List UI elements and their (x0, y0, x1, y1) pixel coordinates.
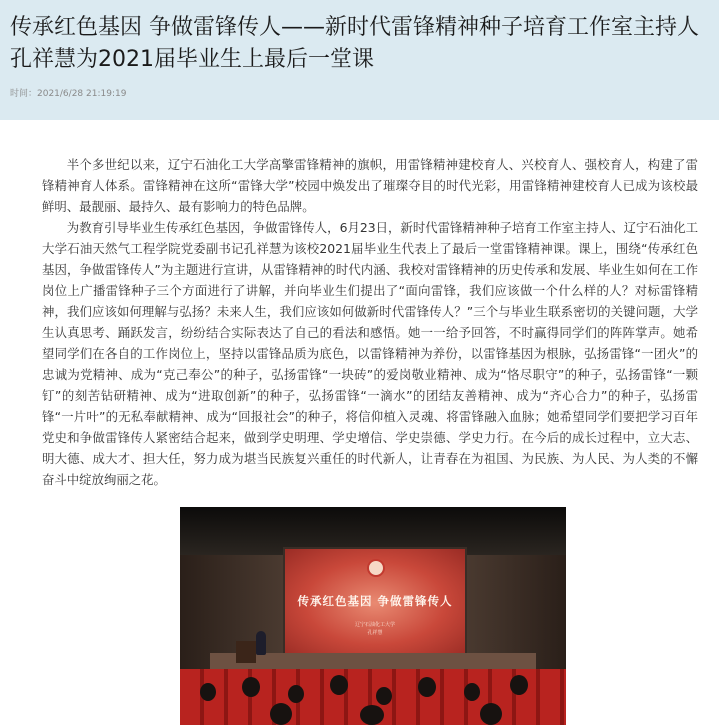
projection-screen (283, 547, 467, 659)
audience-head (376, 687, 392, 705)
article-body (42, 154, 698, 490)
article-header (0, 0, 719, 120)
audience-head (510, 675, 528, 695)
university-logo-icon (367, 559, 385, 577)
photo-speaker (256, 631, 266, 655)
photo-podium (236, 641, 256, 663)
article-timestamp: 时间：2021/6/28 21:19:19 (10, 89, 127, 99)
audience-head (464, 683, 480, 701)
article-paragraph: 为教育引导毕业生传承红色基因，争做雷锋传人，6月23日，新时代雷锋精神种子培育工作室主持人、辽宁石油化工大学石油天然气工程学院党委副书记孔祥慧为该校2021届毕业生代表上了最后一堂雷锋精神课。课上，围绕“传承红色基因，争做雷锋传人”为主题进行宣讲，从雷锋精神的时代内涵、我校对雷锋精神的历史传承和发展、毕业生如何在工作岗位上广播雷锋种子三个方面进行了讲解，并向毕业生们提出了“面向雷锋，我们应该做一个什么样的人？对标雷锋精神，我们应该如何理解与弘扬？未来人生，我们应该如何做新时代雷锋传人？”三个与毕业生联系密切的关键问题，大学生认真思考、踊跃发言，纷纷结合实际表达了自己的看法和感悟。她一一给予回答，不时赢得同学们的阵阵掌声。她希望同学们在各自的工作岗位上，坚持以雷锋品质为底色，以雷锋精神为养份，以雷锋基因为根脉，弘扬雷锋“一团火”的忠诚为党精神、成为“克己奉公”的种子，弘扬雷锋“一块砖”的爱岗敬业精神、成为“恪尽职守”的种子，弘扬雷锋“一颗钉”的刻苦钻研精神、成为“进取创新”的种子，弘扬雷锋“一滴水”的团结友善精神、成为“齐心合力”的种子，弘扬雷锋“一片叶”的无私奉献精神、成为“回报社会”的种子，将信仰植入灵魂、将雷锋融入血脉；她希望同学们要把学习百年党史和争做雷锋传人紧密结合起来，做到学史明理、学史增信、学史崇德、学史力行。在今后的成长过程中，立大志、明大德、成大才、担大任，努力成为堪当民族复兴重任的时代新人，让青春在为祖国、为民族、为人民、为人类的不懈奋斗中绽放绚丽之花。 (42, 220, 698, 487)
screen-subtitle-line: 辽宁石油化工大学 (354, 622, 395, 628)
audience-head (200, 683, 216, 701)
screen-subtitle-line: 孔祥慧 (367, 630, 383, 636)
audience-head (270, 703, 292, 725)
audience-head (360, 705, 384, 725)
screen-subtitle (285, 621, 465, 637)
screen-title: 传承红色基因 争做雷锋传人 (297, 594, 453, 608)
audience-head (480, 703, 502, 725)
audience-head (242, 677, 260, 697)
lecture-photo (180, 507, 566, 725)
article-paragraph: 半个多世纪以来，辽宁石油化工大学高擎雷锋精神的旗帜，用雷锋精神建校育人、兴校育人、强校育人，构建了雷锋精神育人体系。雷锋精神在这所“雷锋大学”校园中焕发出了璀璨夺目的时代光彩，用雷锋精神建校育人已成为该校最鲜明、最靓丽、最持久、最有影响力的特色品牌。 (42, 157, 698, 214)
audience-head (330, 675, 348, 695)
audience-head (288, 685, 304, 703)
article-title: 传承红色基因 争做雷锋传人——新时代雷锋精神种子培育工作室主持人孔祥慧为2021届毕业生上最后一堂课 (10, 15, 699, 72)
audience-head (418, 677, 436, 697)
